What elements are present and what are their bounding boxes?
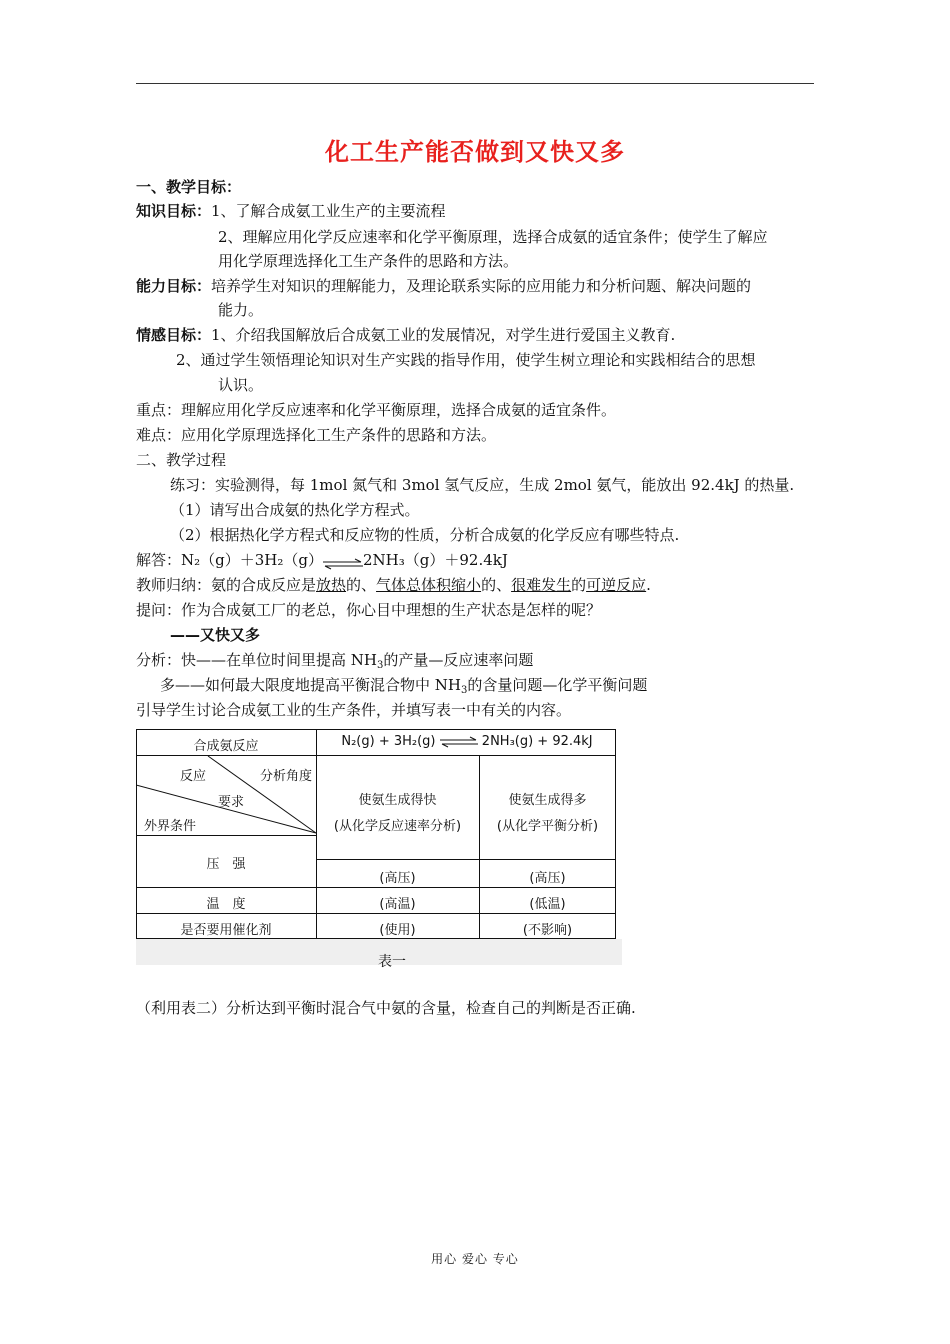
row-temperature-more: (低温): [529, 897, 566, 912]
header-rule: [136, 83, 814, 84]
diag-label-conditions: 外界条件: [144, 819, 197, 834]
analysis-more-b: 的含量问题—化学平衡问题: [467, 676, 648, 694]
row-pressure-fast: (高压): [379, 871, 416, 886]
table-reaction-label: 合成氨反应: [193, 739, 259, 754]
analysis-fast-a: 分析：快——在单位时间里提高 NH: [136, 651, 377, 669]
row-pressure-label: 压 强: [206, 857, 246, 872]
teacher-summary-prefix: 教师归纳：氨的合成反应是: [136, 576, 317, 594]
teacher-sep-2: 的、: [481, 576, 512, 594]
knowledge-goal-label: 知识目标：: [136, 202, 212, 220]
knowledge-goal-1: 1、了解合成氨工业生产的主要流程: [211, 202, 446, 220]
ideal-answer: ——又快又多: [170, 626, 261, 644]
teacher-sep-3: 的: [571, 576, 587, 594]
exercise-text: 练习：实验测得，每 1mol 氮气和 3mol 氢气反应，生成 2mol 氨气，能放出 92.4kJ 的热量.: [170, 476, 795, 494]
table-2-note: （利用表二）分析达到平衡时混合气中氨的含量，检查自己的判断是否正确.: [136, 999, 636, 1017]
key-point: 重点：理解应用化学反应速率和化学平衡原理，选择合成氨的适宜条件。: [136, 401, 617, 419]
row-pressure-more: (高压): [529, 871, 566, 886]
table-reversible-arrow-icon: [440, 736, 478, 748]
diag-label-angle: 分析角度: [260, 769, 313, 784]
question-text: 提问：作为合成氨工厂的老总，你心目中理想的生产状态是怎样的呢？: [136, 601, 602, 619]
col-more-title: 使氨生成得多: [508, 793, 587, 808]
row-catalyst-fast: (使用): [379, 923, 416, 938]
col-fast-title: 使氨生成得快: [358, 793, 437, 808]
row-temperature-fast: (高温): [379, 897, 416, 912]
knowledge-goal-2a: 2、理解应用化学反应速率和化学平衡原理，选择合成氨的适宜条件；使学生了解应: [218, 228, 768, 246]
ability-goal-text-b: 能力。: [218, 301, 264, 319]
answer-equation-left: N₂（g）＋3H₂（g）: [181, 551, 323, 569]
answer-label: 解答：: [136, 551, 182, 569]
emotion-goal-2a: 2、通过学生领悟理论知识对生产实践的指导作用，使学生树立理论和实践相结合的思想: [176, 351, 756, 369]
emotion-goal-label: 情感目标：: [136, 326, 212, 344]
feature-reversible: 可逆反应: [586, 576, 647, 594]
emotion-goal-2b: 认识。: [218, 376, 264, 394]
difficulty: 难点：应用化学原理选择化工生产条件的思路和方法。: [136, 426, 497, 444]
row-temperature-label: 温 度: [206, 897, 246, 912]
col-more-subtitle: (从化学平衡分析): [496, 819, 599, 834]
teacher-summary: [136, 575, 651, 595]
question-1: （1）请写出合成氨的热化学方程式。: [170, 501, 420, 519]
col-fast-subtitle: (从化学反应速率分析): [333, 819, 462, 834]
row-catalyst-label: 是否要用催化剂: [180, 923, 272, 938]
analysis-fast: 分析：快——在单位时间里提高 $NH_3$的产量—反应速率问题: [136, 651, 534, 671]
table-equation: [322, 734, 612, 749]
analysis-fast-b: 的产量—反应速率问题: [383, 651, 534, 669]
analysis-more: 多——如何最大限度地提高平衡混合物中 $NH_3$的含量问题—化学平衡问题: [160, 676, 648, 696]
diag-label-reaction: 反应: [180, 769, 207, 784]
knowledge-goal-line-1: [136, 201, 446, 221]
ability-goal-label: 能力目标：: [136, 277, 212, 295]
section-2-heading: 二、教学过程: [136, 451, 227, 469]
page-footer: 用心 爱心 专心: [431, 1252, 519, 1266]
answer-line: [136, 550, 508, 570]
answer-equation-right: 2NH₃（g）＋92.4kJ: [363, 551, 508, 569]
row-catalyst-more: (不影响): [522, 923, 573, 938]
section-1-heading: 一、教学目标：: [136, 178, 242, 196]
table-caption: 表一: [378, 954, 406, 970]
page-title: 化工生产能否做到又快又多: [325, 138, 625, 166]
feature-hard-to-occur: 很难发生: [511, 576, 572, 594]
teacher-end: .: [646, 576, 651, 594]
feature-volume-decrease: 气体总体积缩小: [376, 576, 482, 594]
emotion-goal-line-1: [136, 325, 675, 345]
teacher-sep-1: 的、: [346, 576, 377, 594]
feature-exothermic: 放热: [316, 576, 347, 594]
question-2: （2）根据热化学方程式和反应物的性质，分析合成氨的化学反应有哪些特点.: [170, 526, 680, 544]
reversible-arrow-icon: [323, 555, 363, 567]
ability-goal-line-1: [136, 276, 751, 296]
knowledge-goal-2b: 用化学原理选择化工生产条件的思路和方法。: [218, 252, 519, 270]
emotion-goal-1: 1、介绍我国解放后合成氨工业的发展情况，对学生进行爱国主义教育.: [211, 326, 676, 344]
guide-text: 引导学生讨论合成氨工业的生产条件，并填写表一中有关的内容。: [136, 701, 572, 719]
table-equation-right: 2NH₃(g) + 92.4kJ: [481, 734, 593, 749]
table-equation-left: N₂(g) + 3H₂(g): [341, 734, 436, 749]
analysis-more-a: 多——如何最大限度地提高平衡混合物中 NH: [160, 676, 461, 694]
table-1: [136, 729, 616, 939]
diag-label-requirement: 要求: [218, 795, 245, 810]
ability-goal-text-a: 培养学生对知识的理解能力，及理论联系实际的应用能力和分析问题、解决问题的: [211, 277, 752, 295]
